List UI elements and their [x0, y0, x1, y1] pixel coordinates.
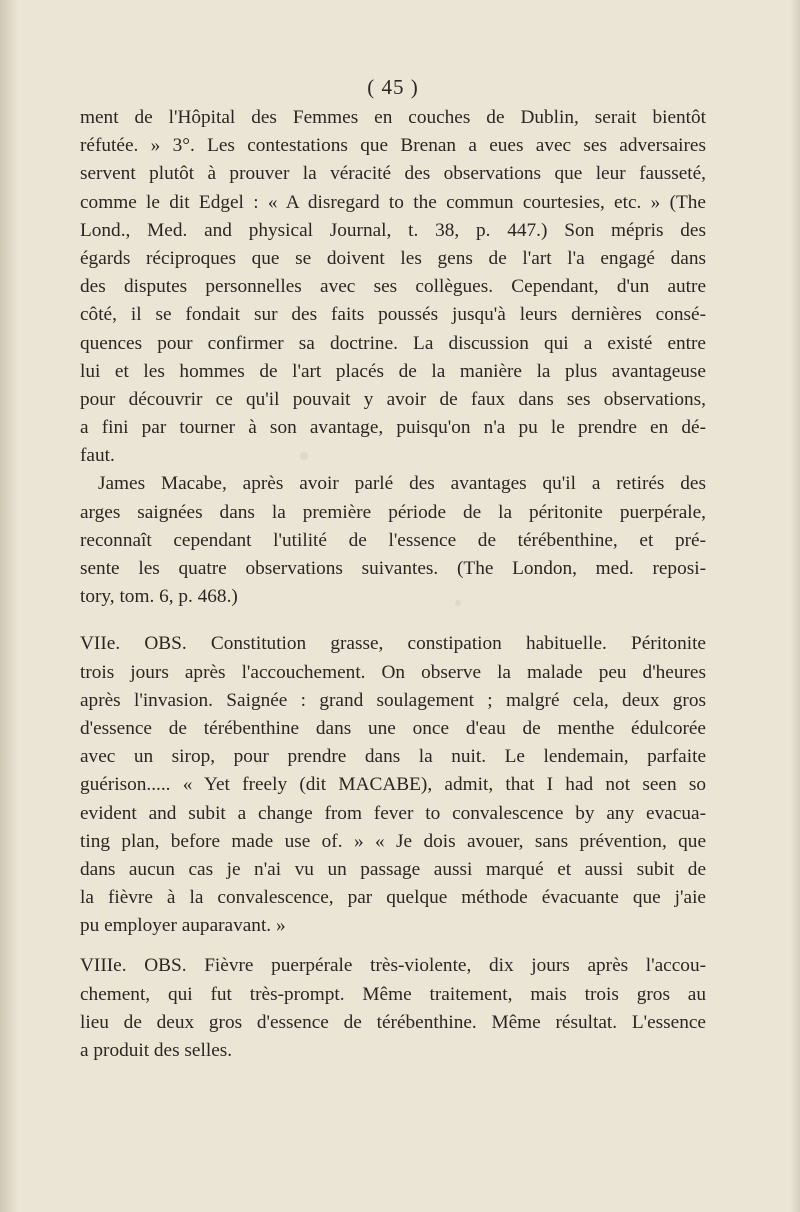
text-line: réfutée. » 3°. Les contestations que Brenan a eues avec ses adversaires	[80, 135, 706, 157]
page-text	[80, 72, 706, 1065]
text-line: trois jours après l'accouchement. On observe la malade peu d'heures	[80, 661, 706, 683]
paragraph-gap	[80, 940, 706, 952]
text-line: a produit des selles.	[80, 1040, 233, 1061]
text-line: Lond., Med. and physical Journal, t. 38, p. 447.) Son mépris des	[80, 219, 706, 241]
text-line: quences pour confirmer sa doctrine. La discussion qui a existé entre	[80, 332, 706, 354]
text-line: VIIIe. OBS. Fièvre puerpérale très-violente, dix jours après l'accou-	[80, 955, 706, 977]
text-line: avec un sirop, pour prendre dans la nuit. Le lendemain, parfaite	[80, 746, 706, 768]
page-number: ( 45 )	[367, 75, 419, 99]
text-line: lui et les hommes de l'art placés de la manière la plus avantageuse	[80, 360, 706, 382]
text-line: après l'invasion. Saignée : grand soulagement ; malgré cela, deux gros	[80, 689, 706, 711]
text-line: chement, qui fut très-prompt. Même traitement, mais trois gros au	[80, 983, 706, 1005]
text-line: dans aucun cas je n'ai vu un passage aussi marqué et aussi subit de	[80, 858, 706, 880]
paragraph-continuation	[80, 104, 706, 470]
text-line: côté, il se fondait sur des faits poussés jusqu'à leurs dernières consé-	[80, 304, 706, 326]
text-line: faut.	[80, 445, 115, 467]
text-line: ment de l'Hôpital des Femmes en couches de Dublin, serait bientôt	[80, 107, 706, 128]
text-line: des disputes personnelles avec ses collègues. Cependant, d'un autre	[80, 276, 706, 298]
text-line: arges saignées dans la première période de la péritonite puerpérale,	[80, 501, 706, 523]
paragraph-observation-8	[80, 952, 706, 1065]
text-line: la fièvre à la convalescence, par quelque méthode évacuante que j'aie	[80, 887, 706, 909]
text-line: James Macabe, après avoir parlé des avantages qu'il a retirés des	[98, 473, 706, 495]
text-line: tory, tom. 6, p. 468.)	[80, 586, 238, 608]
text-line: comme le dit Edgel : « A disregard to the commun courtesies, etc. » (The	[80, 191, 706, 213]
text-line: égards réciproques que se doivent les gens de l'art l'a engagé dans	[80, 247, 706, 269]
text-line: VIIe. OBS. Constitution grasse, constipation habituelle. Péritonite	[80, 633, 706, 655]
text-line: pu employer auparavant. »	[80, 915, 286, 937]
text-line: sente les quatre observations suivantes. (The London, med. reposi-	[80, 558, 706, 579]
text-line: d'essence de térébenthine dans une once d'eau de menthe édulcorée	[80, 717, 706, 739]
paragraph-macabe	[80, 470, 706, 611]
text-line: reconnaît cependant l'utilité de l'essence de térébenthine, et pré-	[80, 529, 706, 551]
paragraph-observation-7	[80, 630, 706, 940]
text-line: evident and subit a change from fever to convalescence by any evacua-	[80, 802, 706, 824]
text-line: ting plan, before made use of. » « Je dois avouer, sans prévention, que	[80, 830, 706, 852]
text-line: pour découvrir ce qu'il pouvait y avoir de faux dans ses observations,	[80, 388, 706, 410]
text-line: guérison..... « Yet freely (dit MACABE), admit, that I had not seen so	[80, 774, 706, 796]
text-line: servent plutôt à prouver la véracité des observations que leur fausseté,	[80, 163, 706, 185]
paragraph-gap	[80, 611, 706, 630]
text-line: lieu de deux gros d'essence de térébenthine. Même résultat. L'essence	[80, 1011, 706, 1033]
text-line: a fini par tourner à son avantage, puisqu'on n'a pu le prendre en dé-	[80, 417, 706, 439]
